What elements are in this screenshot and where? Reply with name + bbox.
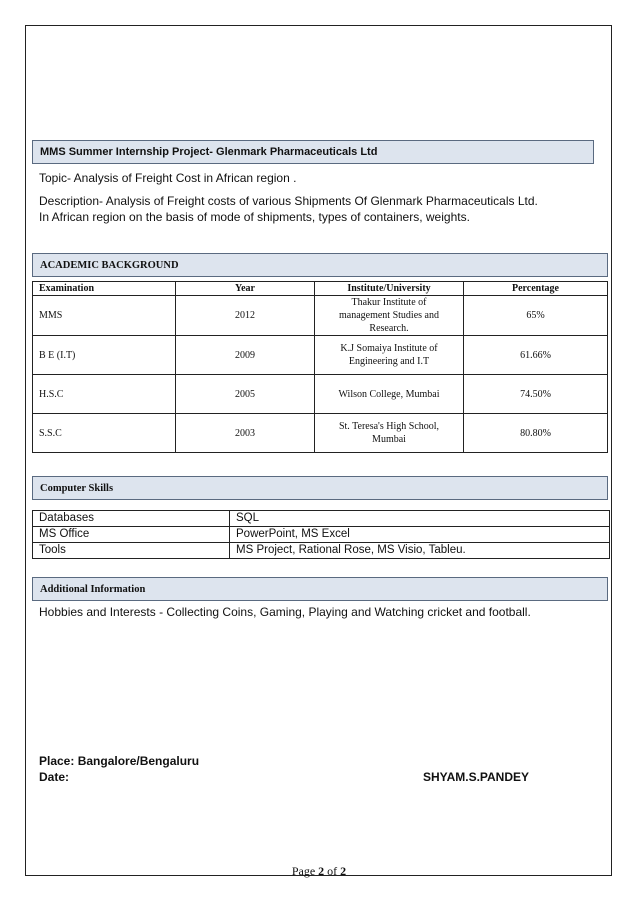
table-row [33,511,610,527]
skill-value: SQL [230,511,610,527]
skills-header [32,476,608,500]
skill-label: Tools [33,543,230,559]
institute-line: Mumbai [372,434,406,445]
institute-line: K.J Somaiya Institute of [340,343,438,354]
year-cell: 2012 [176,296,315,336]
internship-topic: Topic- Analysis of Freight Cost in African region . [39,171,297,185]
hobbies-text: Hobbies and Interests - Collecting Coins, Gaming, Playing and Watching cricket and football. [39,605,531,619]
year-cell: 2003 [176,414,315,453]
table-row [33,543,610,559]
institute-line: Research. [369,323,409,334]
percentage-cell: 74.50% [464,375,608,414]
academic-header [32,253,608,277]
signature-name: SHYAM.S.PANDEY [423,770,530,784]
percentage-cell: 65% [464,296,608,336]
page-current: 2 [318,864,325,878]
year-cell: 2005 [176,375,315,414]
institute-line: Wilson College, Mumbai [338,388,440,400]
internship-title: MMS Summer Internship Project- Glenmark Pharmaceuticals Ltd [40,146,378,158]
page-prefix: Page [291,864,319,878]
table-row [33,336,608,375]
skills-table [32,510,610,559]
institute-line: Engineering and I.T [348,356,430,367]
institute-cell [315,336,464,375]
page-mid: of [324,864,341,878]
page-number [0,864,638,879]
col-institute: Institute/University [315,282,464,296]
institute-cell [315,375,464,414]
academic-title: ACADEMIC BACKGROUND [40,259,179,271]
date-label: Date: [39,770,70,784]
institute-cell [315,296,464,336]
institute-line: Thakur Institute of [351,297,427,308]
exam-cell: B E (I.T) [33,336,176,375]
table-row [33,296,608,336]
skill-value: MS Project, Rational Rose, MS Visio, Tableu. [230,543,610,559]
table-row [33,527,610,543]
exam-cell: H.S.C [33,375,176,414]
percentage-cell: 61.66% [464,336,608,375]
internship-header [32,140,594,164]
additional-header [32,577,608,601]
percentage-cell: 80.80% [464,414,608,453]
year-cell: 2009 [176,336,315,375]
institute-line: management Studies and [339,310,439,321]
place-text: Place: Bangalore/Bengaluru [39,754,200,768]
exam-cell: S.S.C [33,414,176,453]
col-year: Year [176,282,315,296]
institute-line: St. Teresa's High School, [338,421,440,432]
academic-table-header-row [33,282,608,296]
skills-title: Computer Skills [40,482,114,494]
skill-label: Databases [33,511,230,527]
skill-label: MS Office [33,527,230,543]
skill-value: PowerPoint, MS Excel [230,527,610,543]
col-examination: Examination [33,282,176,296]
table-row [33,414,608,453]
exam-cell: MMS [33,296,176,336]
page-total: 2 [340,864,347,878]
internship-description-line1: Description- Analysis of Freight costs of various Shipments Of Glenmark Pharmaceuticals Ltd. [39,194,538,208]
table-row [33,375,608,414]
academic-table [32,281,608,453]
col-percentage: Percentage [464,282,608,296]
institute-cell [315,414,464,453]
additional-title: Additional Information [40,583,146,595]
internship-description-line2: In African region on the basis of mode of shipments, types of containers, weights. [39,210,470,224]
